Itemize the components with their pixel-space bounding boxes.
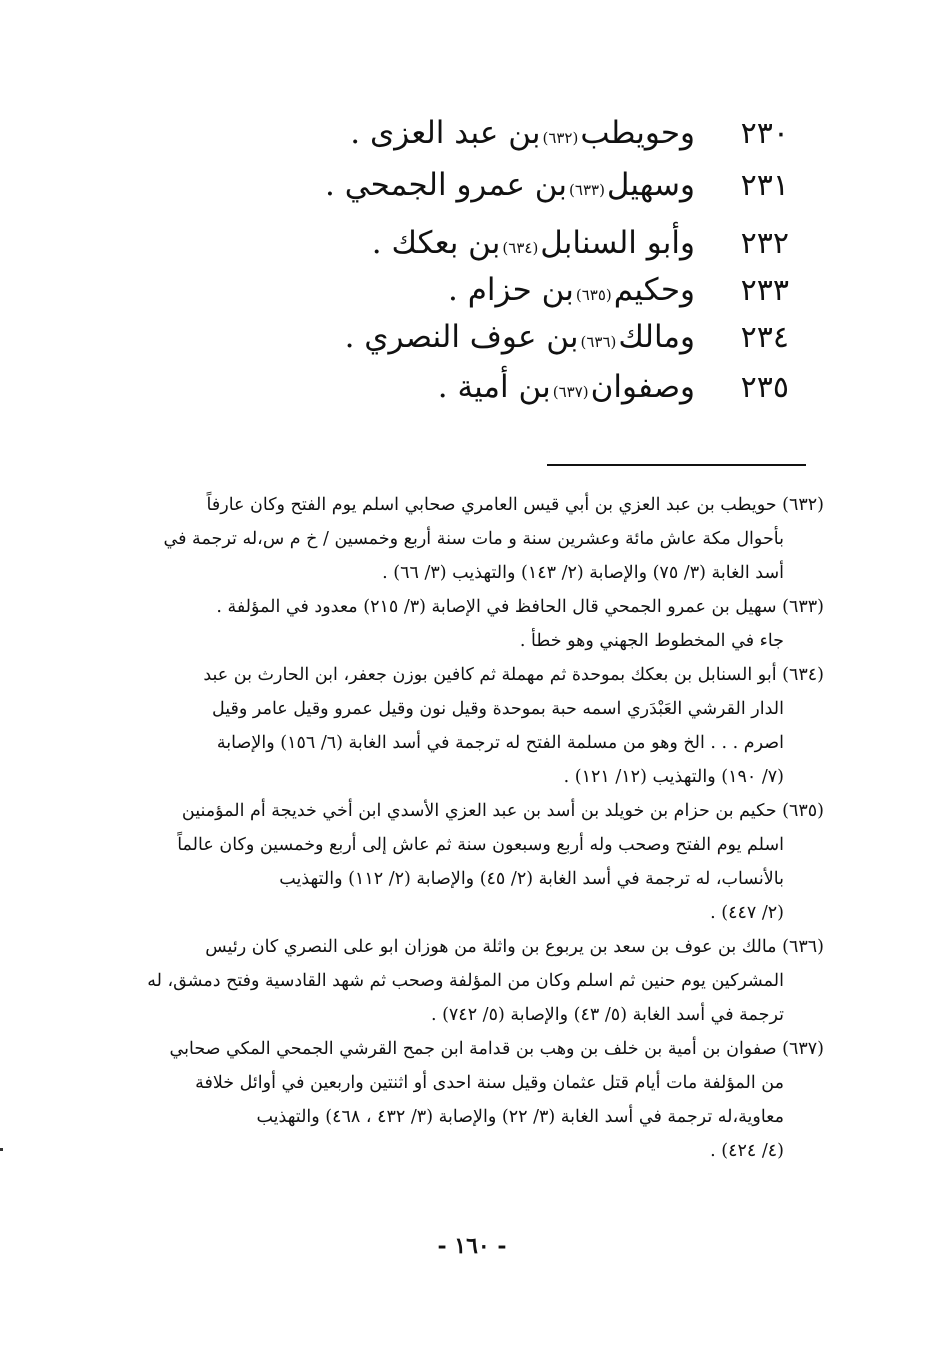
- footnote-separator: [547, 464, 806, 466]
- footnote-line: (٢/ ٤٤٧) .: [710, 903, 784, 923]
- entry-number: ٢٣١: [740, 168, 789, 203]
- footnote-line: جاء في المخطوط الجهني وهو خطأ .: [519, 631, 784, 651]
- footnote-text: حويطب بن عبد العزي بن أبي قيس العامري صحابي اسلم يوم الفتح وكان عارفاً: [206, 495, 777, 515]
- footnote-number: (٦٣٧): [782, 1039, 824, 1059]
- entry-number: ٢٣٢: [740, 226, 789, 261]
- entry-name: ومالك: [618, 319, 695, 355]
- entry-text: بن حزام .: [447, 272, 574, 308]
- footnote-number: (٦٣٦): [782, 937, 824, 957]
- entry-name: وأبو السنابل: [540, 225, 695, 261]
- footnote-number: (٦٣٥): [782, 801, 824, 821]
- entry-number: ٢٣٤: [740, 320, 789, 355]
- footnotes: [124, 488, 824, 1168]
- footnote-text: صفوان بن أمية بن خلف بن وهب بن قدامة ابن جمح القرشي الجمحي المكي صحابي: [169, 1039, 777, 1059]
- footnote-632: [124, 488, 824, 590]
- entry-text: بن بعكك .: [371, 225, 501, 261]
- footnote-line: اصرم . . . الخ وهو من مسلمة الفتح له ترجمة في أسد الغابة (٦/ ١٥٦) والإصابة: [216, 733, 784, 753]
- entry-232: [229, 225, 789, 261]
- footnote-text: سهيل بن عمرو الجمحي قال الحافظ في الإصابة (٣/ ٢١٥) معدود في المؤلفة .: [216, 597, 777, 617]
- entry-text: بن أمية .: [437, 369, 551, 405]
- footnote-line: [124, 658, 824, 692]
- entry-233: [229, 272, 789, 308]
- footnote-ref: (٦٣٣): [569, 181, 605, 199]
- entry-number: ٢٣٠: [740, 116, 789, 151]
- entry-name: وحكيم: [613, 272, 695, 308]
- footnote-line: بالأنساب، له ترجمة في أسد الغابة (٢/ ٤٥) والإصابة (٢/ ١١٢) والتهذيب: [279, 869, 784, 889]
- footnote-text: مالك بن عوف بن سعد بن يربوع بن واثلة من هوزان ابو على النصري كان رئيس: [205, 937, 777, 957]
- footnote-ref: (٦٣٧): [552, 383, 589, 401]
- entry-number: ٢٣٥: [740, 370, 789, 405]
- footnote-ref: (٦٣٥): [575, 286, 612, 304]
- entry-name: وصفوان: [590, 369, 695, 405]
- page-number: - ١٦٠ -: [437, 1233, 507, 1259]
- entry-number: ٢٣٣: [740, 273, 789, 308]
- footnote-line: [124, 488, 824, 522]
- footnote-line: الدار القرشي العَبْدَري اسمه حبة بموحدة وقيل نون وقيل عمرو وقيل عامر وقيل: [212, 699, 784, 719]
- footnote-line: من المؤلفة مات أيام قتل عثمان وقيل سنة احدى أو اثنتين واربعين في أوائل خلافة: [195, 1073, 784, 1093]
- entry-235: [229, 369, 789, 405]
- footnote-636: [124, 930, 824, 1032]
- footnote-ref: (٦٣٢): [542, 129, 579, 147]
- footnote-line: ترجمة في أسد الغابة (٥/ ٤٣) والإصابة (٥/ ٧٤٢) .: [430, 1005, 784, 1025]
- footnote-line: [124, 590, 824, 624]
- footnote-number: (٦٣٣): [782, 597, 824, 617]
- footnote-line: معاوية،له ترجمة في أسد الغابة (٣/ ٢٢) والإصابة (٣/ ٤٣٢ ، ٤٦٨) والتهذيب: [256, 1107, 784, 1127]
- entry-text: بن عوف النصري .: [344, 319, 579, 355]
- footnote-text: حكيم بن حزام بن خويلد بن أسد بن عبد العزي الأسدي ابن أخي خديجة أم المؤمنين: [181, 801, 777, 821]
- footnote-number: (٦٣٢): [782, 495, 824, 515]
- entry-text: بن عمرو الجمحي .: [325, 167, 568, 203]
- footnote-637: [124, 1032, 824, 1168]
- footnote-line: المشركين يوم حنين ثم اسلم وكان من المؤلفة وصحب ثم شهد القادسية وفتح دمشق، له: [147, 971, 784, 991]
- footnote-line: اسلم يوم الفتح وصحب وله أربع وسبعون سنة ثم عاش إلى أربع وخمسين وكان عالماً: [177, 835, 784, 855]
- footnote-635: [124, 794, 824, 930]
- footnote-line: بأحوال مكة عاش مائة وعشرين سنة و مات سنة أربع وخمسين / خ م س،له ترجمة في: [163, 529, 784, 549]
- footnote-ref: (٦٣٤): [502, 239, 539, 257]
- scan-speck: [0, 1148, 3, 1151]
- footnote-line: [124, 1032, 824, 1066]
- footnote-line: (٧/ ١٩٠) والتهذيب (١٢/ ١٢١) .: [563, 767, 784, 787]
- entry-name: وحويطب: [580, 115, 695, 151]
- footnote-text: أبو السنابل بن بعكك بموحدة ثم مهملة ثم كافين بوزن جعفر، ابن الحارث بن عبد: [203, 665, 777, 685]
- footnote-line: أسد الغابة (٣/ ٧٥) والإصابة (٢/ ١٤٣) والتهذيب (٣/ ٦٦) .: [382, 563, 784, 583]
- footnote-ref: (٦٣٦): [580, 333, 617, 351]
- footnote-line: [124, 930, 824, 964]
- entry-list: [229, 115, 789, 405]
- footnote-634: [124, 658, 824, 794]
- entry-230: [229, 115, 789, 151]
- footnote-line: (٤/ ٤٢٤) .: [710, 1141, 784, 1161]
- entry-text: بن عبد العزى .: [350, 115, 541, 151]
- entry-name: وسهيل: [606, 167, 695, 203]
- footnote-633: [124, 590, 824, 658]
- footnote-line: [124, 794, 824, 828]
- footnote-number: (٦٣٤): [782, 665, 824, 685]
- entry-234: [229, 319, 789, 355]
- entry-231: [229, 167, 789, 203]
